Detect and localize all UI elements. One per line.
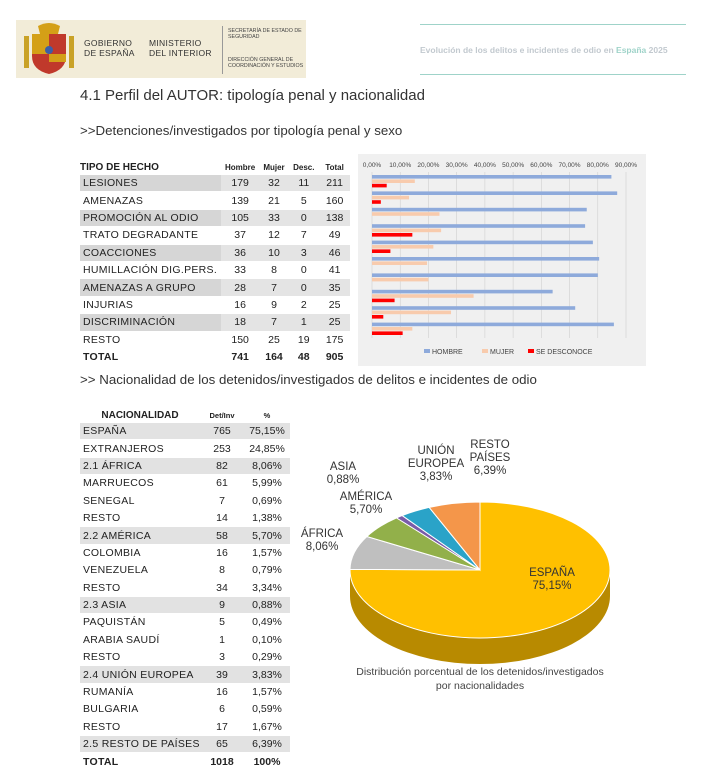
total-value: 100% xyxy=(244,753,290,770)
cell-value: 1,57% xyxy=(244,683,290,700)
table-row xyxy=(80,614,290,631)
row-label: PROMOCIÓN AL ODIO xyxy=(80,209,221,226)
row-label: DISCRIMINACIÓN xyxy=(80,314,221,331)
report-title: Evolución de los delitos e incidentes de odio en España 2025 xyxy=(420,45,668,55)
cell-value: 8,06% xyxy=(244,457,290,474)
bar-hombre xyxy=(372,257,599,261)
subtitle-nacionalidad: >> Nacionalidad de los detenidos/investigados de delitos e incidentes de odio xyxy=(80,372,537,387)
bar-mujer xyxy=(372,179,415,183)
table-row xyxy=(80,596,290,613)
bar-mujer xyxy=(372,229,441,233)
cell-value: 21 xyxy=(260,192,289,209)
cell-value: 16 xyxy=(200,683,244,700)
cell-value: 25 xyxy=(319,314,350,331)
legend-swatch xyxy=(482,349,488,353)
bar-mujer xyxy=(372,294,474,298)
table-row xyxy=(80,209,350,226)
cell-value: 211 xyxy=(319,175,350,192)
cell-value: 6 xyxy=(200,701,244,718)
bar-mujer xyxy=(372,261,427,265)
cell-value: 1,57% xyxy=(244,544,290,561)
total-value: 905 xyxy=(319,348,350,365)
header-rule-top xyxy=(420,24,686,25)
table-header-row xyxy=(80,159,350,175)
subtitle-tipologia: >>Detenciones/investigados por tipología penal y sexo xyxy=(80,123,403,138)
cell-value: 765 xyxy=(200,423,244,440)
cell-value: 7 xyxy=(200,492,244,509)
table-row xyxy=(80,227,350,244)
cell-value: 3,34% xyxy=(244,579,290,596)
cell-value: 3,83% xyxy=(244,666,290,683)
row-label: BULGARIA xyxy=(80,701,200,718)
cell-value: 34 xyxy=(200,579,244,596)
cell-value: 36 xyxy=(221,244,260,261)
bar-hombre xyxy=(372,191,617,195)
row-label: AMENAZAS xyxy=(80,192,221,209)
bar-se-desconoce xyxy=(372,249,390,253)
cell-value: 11 xyxy=(288,175,319,192)
pie-label-asia xyxy=(327,461,360,486)
tipologia-bar-chart xyxy=(358,154,646,366)
bar-hombre xyxy=(372,175,611,179)
pie-label-text: PAÍSES xyxy=(469,452,511,464)
cell-value: 41 xyxy=(319,261,350,278)
bar-hombre xyxy=(372,241,593,245)
header-rule-bottom xyxy=(420,74,686,75)
table-row xyxy=(80,701,290,718)
total-value: 1018 xyxy=(200,753,244,770)
cell-value: 33 xyxy=(260,209,289,226)
bar-mujer xyxy=(372,278,428,282)
cell-value: 61 xyxy=(200,475,244,492)
total-value: 741 xyxy=(221,348,260,365)
col-header-tipo: TIPO DE HECHO xyxy=(80,161,159,173)
table-row xyxy=(80,175,350,192)
legend-swatch xyxy=(528,349,534,353)
cell-value: 6,39% xyxy=(244,736,290,753)
cell-value: 35 xyxy=(319,279,350,296)
row-label: 2.2 AMÉRICA xyxy=(80,527,200,544)
pie-label-text: AMÉRICA xyxy=(339,491,393,503)
cell-value: 7 xyxy=(288,227,319,244)
table-row xyxy=(80,244,350,261)
cell-value: 19 xyxy=(288,331,319,348)
row-label: SENEGAL xyxy=(80,492,200,509)
cell-value: 105 xyxy=(221,209,260,226)
cell-value: 0,79% xyxy=(244,562,290,579)
cell-value: 8 xyxy=(260,261,289,278)
row-label: 2.1 ÁFRICA xyxy=(80,457,200,474)
cell-value: 49 xyxy=(319,227,350,244)
cell-value: 25 xyxy=(260,331,289,348)
pie-label-pct: 6,39% xyxy=(473,465,507,477)
table-row xyxy=(80,492,290,509)
cell-value: 1,38% xyxy=(244,509,290,526)
table-row xyxy=(80,666,290,683)
legend-label: HOMBRE xyxy=(432,349,463,356)
row-label: VENEZUELA xyxy=(80,562,200,579)
pie-label-áfrica xyxy=(301,527,344,553)
row-label: RESTO xyxy=(80,718,200,735)
coat-of-arms-icon xyxy=(20,22,78,76)
bar-hombre xyxy=(372,290,553,294)
table-row xyxy=(80,296,350,313)
cell-value: 33 xyxy=(221,261,260,278)
row-label: INJURIAS xyxy=(80,296,221,313)
cell-value: 0 xyxy=(288,261,319,278)
col-header-mujer: Mujer xyxy=(263,162,285,172)
pie-caption-line1: Distribución porcentual de los detenidos/investigados xyxy=(356,666,604,678)
col-header-pct: % xyxy=(263,410,271,420)
pie-label-pct: 5,70% xyxy=(349,504,383,516)
x-tick-label: 90,00% xyxy=(614,162,638,169)
row-label: PAQUISTÁN xyxy=(80,614,200,631)
cell-value: 150 xyxy=(221,331,260,348)
cell-value: 138 xyxy=(319,209,350,226)
col-header-total: Total xyxy=(325,162,344,172)
table-row xyxy=(80,579,290,596)
x-tick-label: 20,00% xyxy=(417,162,440,169)
total-row xyxy=(80,348,350,365)
bar-hombre xyxy=(372,306,575,310)
table-row xyxy=(80,631,290,648)
cell-value: 0,69% xyxy=(244,492,290,509)
row-label: LESIONES xyxy=(80,175,221,192)
x-tick-label: 50,00% xyxy=(502,162,525,169)
nacionalidad-pie-chart xyxy=(300,430,660,720)
row-label: EXTRANJEROS xyxy=(80,440,200,457)
bar-se-desconoce xyxy=(372,233,412,237)
table-row xyxy=(80,683,290,700)
row-label: RESTO xyxy=(80,649,200,666)
x-tick-label: 60,00% xyxy=(530,162,553,169)
section-title: 4.1 Perfil del AUTOR: tipología penal y nacionalidad xyxy=(80,87,425,104)
total-label: TOTAL xyxy=(80,348,221,365)
cell-value: 46 xyxy=(319,244,350,261)
table-row xyxy=(80,314,350,331)
col-header-desc: Desc. xyxy=(293,162,315,172)
cell-value: 28 xyxy=(221,279,260,296)
bar-hombre xyxy=(372,208,587,212)
bar-mujer xyxy=(372,212,439,216)
row-label: ESPAÑA xyxy=(80,423,200,440)
bar-mujer xyxy=(372,196,409,200)
table-row xyxy=(80,475,290,492)
cell-value: 9 xyxy=(260,296,289,313)
pie-label-text: ASIA xyxy=(329,461,357,473)
row-label: RESTO xyxy=(80,331,221,348)
cell-value: 5 xyxy=(288,192,319,209)
cell-value: 10 xyxy=(260,244,289,261)
x-tick-label: 80,00% xyxy=(586,162,609,169)
cell-value: 0 xyxy=(288,279,319,296)
tipologia-table xyxy=(80,159,350,366)
bar-hombre xyxy=(372,224,585,228)
row-label: AMENAZAS A GRUPO xyxy=(80,279,221,296)
cell-value: 18 xyxy=(221,314,260,331)
cell-value: 175 xyxy=(319,331,350,348)
cell-value: 75,15% xyxy=(244,423,290,440)
pie-label-unión-europea xyxy=(408,444,465,483)
table-row xyxy=(80,562,290,579)
cell-value: 139 xyxy=(221,192,260,209)
row-label: RESTO xyxy=(80,509,200,526)
table-row xyxy=(80,509,290,526)
direccion-label: DIRECCIÓN GENERAL DE COORDINACIÓN Y ESTUDIOS xyxy=(228,57,304,69)
pie-label-resto-países xyxy=(470,439,511,477)
table-header-row xyxy=(80,407,290,423)
x-tick-label: 40,00% xyxy=(473,162,496,169)
row-label: RUMANÍA xyxy=(80,683,200,700)
bar-se-desconoce xyxy=(372,299,395,303)
x-tick-label: 30,00% xyxy=(445,162,468,169)
total-row xyxy=(80,753,290,770)
cell-value: 7 xyxy=(260,314,289,331)
cell-value: 179 xyxy=(221,175,260,192)
cell-value: 58 xyxy=(200,527,244,544)
cell-value: 0,49% xyxy=(244,614,290,631)
cell-value: 17 xyxy=(200,718,244,735)
x-tick-label: 0,00% xyxy=(362,162,382,169)
col-header-hombre: Hombre xyxy=(225,162,256,172)
row-label: MARRUECOS xyxy=(80,475,200,492)
cell-value: 0 xyxy=(288,209,319,226)
table-row xyxy=(80,736,290,753)
cell-value: 5 xyxy=(200,614,244,631)
cell-value: 0,88% xyxy=(244,596,290,613)
table-row xyxy=(80,649,290,666)
cell-value: 0,59% xyxy=(244,701,290,718)
cell-value: 2 xyxy=(288,296,319,313)
cell-value: 24,85% xyxy=(244,440,290,457)
cell-value: 1 xyxy=(288,314,319,331)
total-value: 48 xyxy=(288,348,319,365)
pie-caption-line2: por nacionalidades xyxy=(435,680,525,692)
header-divider xyxy=(222,26,223,74)
cell-value: 37 xyxy=(221,227,260,244)
table-row xyxy=(80,279,350,296)
cell-value: 25 xyxy=(319,296,350,313)
cell-value: 32 xyxy=(260,175,289,192)
row-label: COLOMBIA xyxy=(80,544,200,561)
pie-label-pct: 8,06% xyxy=(305,541,339,553)
table-row xyxy=(80,440,290,457)
cell-value: 3 xyxy=(288,244,319,261)
bar-hombre xyxy=(372,273,598,277)
table-row xyxy=(80,192,350,209)
table-row xyxy=(80,527,290,544)
total-value: 164 xyxy=(260,348,289,365)
cell-value: 9 xyxy=(200,596,244,613)
table-row xyxy=(80,423,290,440)
pie-label-text: ÁFRICA xyxy=(300,528,344,540)
x-tick-label: 10,00% xyxy=(389,162,412,169)
pie-label-pct: 75,15% xyxy=(532,580,572,592)
cell-value: 253 xyxy=(200,440,244,457)
cell-value: 1,67% xyxy=(244,718,290,735)
row-label: RESTO xyxy=(80,579,200,596)
bar-mujer xyxy=(372,245,433,249)
table-row xyxy=(80,718,290,735)
pie-label-text: ESPAÑA xyxy=(529,567,575,579)
row-label: 2.3 ASIA xyxy=(80,596,200,613)
row-label: 2.5 RESTO DE PAÍSES xyxy=(80,736,200,753)
cell-value: 12 xyxy=(260,227,289,244)
row-label: HUMILLACIÓN DIG.PERS. xyxy=(80,261,221,278)
nacionalidad-table xyxy=(80,407,290,771)
cell-value: 1 xyxy=(200,631,244,648)
cell-value: 14 xyxy=(200,509,244,526)
cell-value: 0,29% xyxy=(244,649,290,666)
cell-value: 39 xyxy=(200,666,244,683)
bar-hombre xyxy=(372,323,614,327)
table-row xyxy=(80,457,290,474)
cell-value: 7 xyxy=(260,279,289,296)
row-label: 2.4 UNIÓN EUROPEA xyxy=(80,666,200,683)
legend-label: MUJER xyxy=(490,349,515,356)
cell-value: 0,10% xyxy=(244,631,290,648)
table-row xyxy=(80,261,350,278)
bar-se-desconoce xyxy=(372,184,387,188)
secretaria-label: SECRETARÍA DE ESTADO DE SEGURIDAD xyxy=(228,28,302,40)
table-row xyxy=(80,544,290,561)
row-label: COACCIONES xyxy=(80,244,221,261)
cell-value: 65 xyxy=(200,736,244,753)
legend-label: SE DESCONOCE xyxy=(536,349,593,356)
table-row xyxy=(80,331,350,348)
ministerio-label: MINISTERIO DEL INTERIOR xyxy=(149,38,212,58)
bar-se-desconoce xyxy=(372,315,383,319)
bar-se-desconoce xyxy=(372,331,403,335)
pie-label-pct: 3,83% xyxy=(419,471,453,483)
bar-se-desconoce xyxy=(372,200,381,204)
pie-label-pct: 0,88% xyxy=(326,474,360,486)
gobierno-label: GOBIERNO DE ESPAÑA xyxy=(84,38,135,58)
cell-value: 8 xyxy=(200,562,244,579)
col-header-nacionalidad: NACIONALIDAD xyxy=(101,409,179,421)
cell-value: 5,70% xyxy=(244,527,290,544)
col-header-detinv: Det/Inv xyxy=(209,410,235,420)
cell-value: 160 xyxy=(319,192,350,209)
x-tick-label: 70,00% xyxy=(558,162,581,169)
bar-mujer xyxy=(372,327,412,331)
cell-value: 5,99% xyxy=(244,475,290,492)
pie-label-américa xyxy=(340,490,393,516)
cell-value: 82 xyxy=(200,457,244,474)
total-label: TOTAL xyxy=(80,753,200,770)
pie-label-text: UNIÓN xyxy=(417,445,455,457)
legend-swatch xyxy=(424,349,430,353)
pie-label-text: RESTO xyxy=(470,439,510,451)
row-label: ARABIA SAUDÍ xyxy=(80,631,200,648)
row-label: TRATO DEGRADANTE xyxy=(80,227,221,244)
pie-label-text: EUROPEA xyxy=(407,458,465,470)
bar-mujer xyxy=(372,311,451,315)
cell-value: 16 xyxy=(200,544,244,561)
cell-value: 3 xyxy=(200,649,244,666)
cell-value: 16 xyxy=(221,296,260,313)
